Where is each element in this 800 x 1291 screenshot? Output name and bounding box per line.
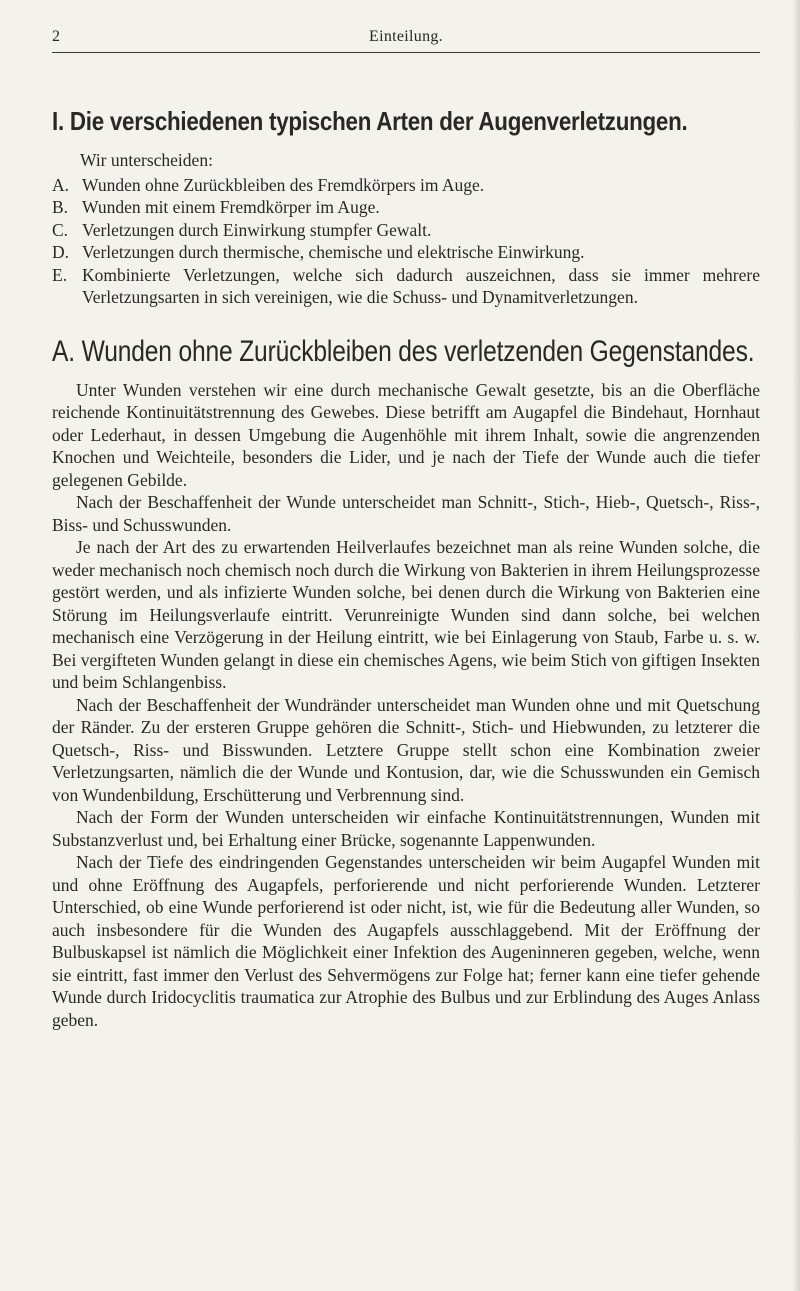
paragraph: Nach der Form der Wunden unterscheiden wir einfache Kontinuitätstrennungen, Wunden mit Substanzverlust und, bei Erhaltung einer Brücke, sogenannte Lappenwunden. bbox=[52, 807, 760, 850]
list-item-text: Verletzungen durch Einwirkung stumpfer Gewalt. bbox=[82, 219, 432, 240]
list-item bbox=[52, 219, 760, 242]
list-item-text: Wunden mit einem Fremdkörper im Auge. bbox=[82, 197, 380, 217]
paragraph: Unter Wunden verstehen wir eine durch mechanische Gewalt gesetzte, bis an die Oberfläche reichende Kontinuitätstrennung des Gewebes. Diese betrifft am Augapfel die Bindehaut, Hornhaut oder Lederhaut, in dessen Umgebung die Augenhöhle mit ihrem Inhalt, sowie die angrenzenden Knochen und Weichteile, besonders die Lider, und je nach der Tiefe der Wunde auch die tiefer gelegenen Gebilde. bbox=[52, 379, 760, 490]
list-item-letter: B. bbox=[52, 197, 69, 217]
running-header bbox=[52, 28, 760, 50]
list-item-text: Verletzungen durch thermische, chemische und elektrische Einwirkung. bbox=[82, 242, 585, 262]
list-item-letter: D. bbox=[52, 242, 70, 262]
section-heading: I. Die verschiedenen typischen Arten der Augenverletzungen. bbox=[52, 106, 688, 136]
paragraph: Nach der Tiefe des eindringenden Gegenstandes unterscheiden wir beim Augapfel Wunden mit und ohne Eröffnung des Augapfels, perforierende und nicht perforierende Wunden. Letzterer Unterschied, ob eine Wunde perforierend ist oder nicht, ist, wie für die Bedeutung aller Wunden, so auch insbesondere für die Wunden des Augapfels ausschlaggebend. Mit der Eröffnung der Bulbuskapsel ist nämlich die Möglichkeit einer Infektion des Augeninneren gegeben, welche, wenn sie eintritt, fast immer den Verlust des Sehvermögens zur Folge hat; ferner kann eine tiefer gehende Wunde durch Iridocyclitis traumatica zur Atrophie des Bulbus und zur Erblindung des Auges Anlass geben. bbox=[52, 852, 760, 1030]
subsection-heading: A. Wunden ohne Zurückbleiben des verletzenden Gegenstandes. bbox=[52, 334, 755, 368]
book-page bbox=[52, 28, 760, 1031]
injury-type-list bbox=[52, 174, 760, 309]
list-item-text: Kombinierte Verletzungen, welche sich dadurch auszeichnen, dass sie immer mehrere Verletzungsarten in sich vereinigen, wie die Schuss- und Dynamitverletzungen. bbox=[82, 264, 760, 307]
subsection-body bbox=[52, 379, 760, 1032]
paragraph: Nach der Beschaffenheit der Wundränder unterscheidet man Wunden ohne und mit Quetschung der Ränder. Zu der ersteren Gruppe gehören die Schnitt-, Stich- und Hiebwunden, zu letzterer die Quetsch-, Riss- und Bisswunden. Letztere Gruppe stellt schon eine Kombination zweier Verletzungsarten, nämlich die der Wunde und Kontusion, dar, wie die Schusswunden ein Gemisch von Wundenbildung, Erschütterung und Verbrennung sind. bbox=[52, 694, 760, 805]
page-edge-shadow bbox=[792, 0, 800, 1291]
paragraph: Nach der Beschaffenheit der Wunde unterscheidet man Schnitt-, Stich-, Hieb-, Quetsch-, Riss-, Biss- und Schusswunden. bbox=[52, 492, 760, 535]
list-item bbox=[52, 241, 760, 264]
list-item bbox=[52, 196, 760, 219]
page-number: 2 bbox=[52, 28, 60, 45]
list-item-letter: C. bbox=[52, 219, 69, 240]
list-item-text: Wunden ohne Zurückbleiben des Fremdkörpers im Auge. bbox=[82, 174, 485, 195]
list-item-letter: E. bbox=[52, 264, 68, 285]
section-intro: Wir unterscheiden: bbox=[80, 150, 213, 170]
list-item bbox=[52, 264, 760, 309]
list-item bbox=[52, 174, 760, 197]
paragraph: Je nach der Art des zu erwartenden Heilverlaufes bezeichnet man als reine Wunden solche, die weder mechanisch noch chemisch noch durch die Wirkung von Bakterien in ihrem Heilungsprozesse gestört werden, und als infizierte Wunden solche, bei denen durch die Wirkung von Bakterien eine Störung im Heilungsverlaufe eintritt. Verunreinigte Wunden sind dann solche, bei welchen mechanisch eine Verzögerung in der Heilung eintritt, wie bei Einlagerung von Staub, Farbe u. s. w. Bei vergifteten Wunden gelangt in diese ein chemisches Agens, wie beim Stich von giftigen Insekten und beim Schlangenbiss. bbox=[52, 537, 760, 692]
list-item-letter: A. bbox=[52, 174, 70, 195]
header-rule bbox=[52, 52, 760, 53]
running-title: Einteilung. bbox=[369, 28, 443, 45]
